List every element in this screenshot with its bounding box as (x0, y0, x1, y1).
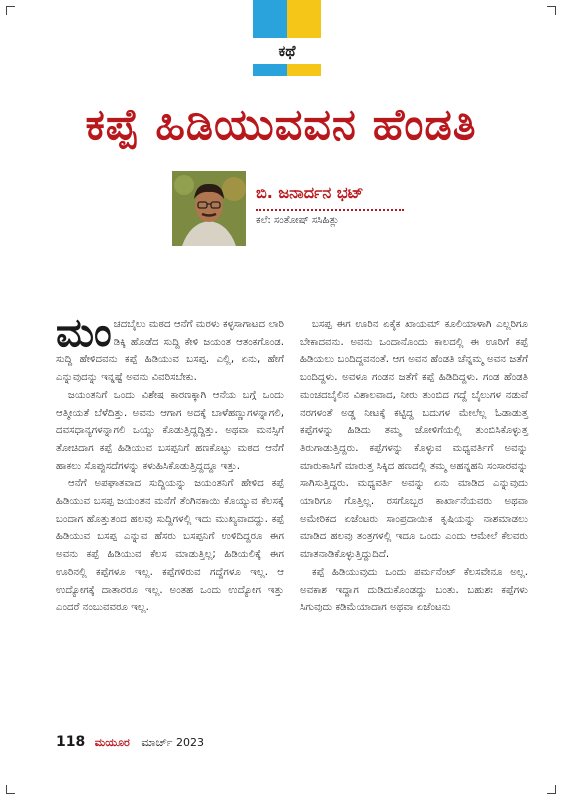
paragraph: ಕಪ್ಪೆ ಹಿಡಿಯುವುದು ಒಂದು ಪರ್ಮನೆಂಟ್ ಕೆಲಸವೇನೂ ಅಲ್ಲ. ಅವಕಾಶ ಇದ್ದಾಗ ದುಡಿದುಕೊಂಡದ್ದು ಬಂತು. ಬಹುಶಃ ಕಪ್ಪೆಗಳು ಸಿಗುವುದು ಕಡಿಮೆಯಾದಾಗ ಅಥವಾ ಏಜೆಂಟನು (300, 566, 528, 614)
section-badge (253, 0, 321, 76)
author-name: ಬಿ. ಜನಾರ್ದನ ಭಟ್ (256, 183, 364, 202)
paragraph: ಜಯಂತನಿಗೆ ಒಂದು ವಿಶೇಷ ಕಾರಣಕ್ಕಾಗಿ ಆನೆಯ ಬಗ್ಗೆ ಒಂದು ಆತ್ಮೀಯತೆ ಬೆಳೆದಿತ್ತು. ಅವನು ಆಗಾಗ ಅದಕ್ಕೆ ಬಾಳೆಹಣ್ಣುಗಳನ್ನಾಗಲಿ, ದವಸಧಾನ್ಯಗಳನ್ನಾಗಲಿ ಒಯ್ದು ಕೊಡುತ್ತಿದ್ದದ್ದಿತ್ತು. ಅಥವಾ ಮನಸ್ಸಿಗೆ ತೋಚಿದಾಗ ಕಪ್ಪೆ ಹಿಡಿಯುವ ಬಸಪ್ಪನಿಗೆ ಹಣಕೊಟ್ಟು ಮಠದ ಆನೆಗೆ ಹಾಕಲು ಸೊಪ್ಪುಸದೆಗಳನ್ನು ಕಳುಹಿಸಿಕೊಡುತ್ತಿದ್ದದ್ದೂ ಇತ್ತು. (56, 389, 284, 472)
paragraph (56, 310, 284, 387)
badge-blue-band (253, 64, 287, 76)
author-photo (172, 171, 246, 246)
section-label: ಕಥೆ (278, 42, 296, 60)
crop-mark (6, 6, 15, 15)
article-column-2 (300, 316, 528, 617)
page-footer (56, 734, 204, 750)
badge-yellow-block (287, 0, 321, 38)
badge-yellow-band (287, 64, 321, 76)
issue-date: ಮಾರ್ಚ್ 2023 (141, 736, 204, 749)
badge-blue-block (253, 0, 287, 38)
drop-cap: ಮಂ (56, 310, 112, 356)
paragraph-text: ಚದಬೈಲು ಮಠದ ಆನೆಗೆ ಮರಳು ಕಳ್ಳಸಾಗಾಟದ ಲಾರಿ ಡಿಕ್ಕಿ ಹೊಡೆದ ಸುದ್ದಿ ಕೇಳಿ ಜಯಂತ ಆತಂಕಗೊಂಡ. ಸುದ್ದಿ ಹೇಳಿದವನು ಕಪ್ಪೆ ಹಿಡಿಯುವ ಬಸಪ್ಪ. ಎಲ್ಲಿ, ಏನು, ಹೇಗೆ ಎನ್ನುವುದನ್ನು ಇನ್ನಷ್ಟೆ ಅವನು ವಿವರಿಸಬೇಕು. (56, 319, 284, 384)
author-divider (256, 209, 404, 211)
story-title: ಕಪ್ಪೆ ಹಿಡಿಯುವವನ ಹೆಂಡತಿ (85, 100, 477, 150)
magazine-name: ಮಯೂರ (94, 736, 130, 749)
page-number: 118 (56, 734, 86, 750)
artist-credit: ಕಲೆ: ಸಂತೋಷ್ ಸಸಿಹಿತ್ಲು (256, 215, 340, 226)
paragraph: ಬಸಪ್ಪ ಈಗ ಊರಿನ ಏಕೈಕ ಖಾಯಮ್ ಕೂಲಿಯಾಳಾಗಿ ಎಲ್ಲರಿಗೂ ಬೇಕಾದವನು. ಅವನು ಒಂದಾನೊಂದು ಕಾಲದಲ್ಲಿ ಈ ಊರಿಗೆ ಕಪ್ಪೆ ಹಿಡಿಯಲು ಬಂದಿದ್ದವನಂತೆ. ಆಗ ಅವನ ಹೆಂಡತಿ ಚೆನ್ನಮ್ಮ ಅವನ ಜತೆಗೆ ಬಂದಿದ್ದಳು. ಅವಳೂ ಗಂಡನ ಜತೆಗೆ ಕಪ್ಪೆ ಹಿಡಿದಿದ್ದಳು. ಗಂಡ ಹೆಂಡತಿ ಮಂಚದಬೈಲಿನ ವಿಶಾಲವಾದ, ನೀರು ತುಂಬಿದ ಗದ್ದೆ ಬೈಲುಗಳ ನಡುವೆ ನರಗಳಂತೆ ಅಡ್ಡ ನೀಟಕ್ಕೆ ಕಟ್ಟಿದ್ದ ಬದುಗಳ ಮೇಲೆಲ್ಲ ಓಡಾಡುತ್ತ ಕಪ್ಪೆಗಳನ್ನು ಹಿಡಿದು ತಮ್ಮ ಜೋಳಿಗೆಯಲ್ಲಿ ತುಂಬಿಸಿಕೊಳ್ಳುತ್ತ ತಿರುಗಾಡುತ್ತಿದ್ದರು. ಕಪ್ಪೆಗಳನ್ನು ಕೊಳ್ಳುವ ಮಧ್ಯವರ್ತಿಗೆ ಅವನ್ನು ಮಾರುಕಾಸಿಗೆ ಮಾರುತ್ತ ಸಿಕ್ಕಿದ ಹಣದಲ್ಲಿ ತಮ್ಮ ಅಹನ್ನಹನಿ ಸಂಸಾರವನ್ನು ಸಾಗಿಸುತ್ತಿದ್ದರು. ಮಧ್ಯವರ್ತಿ ಅವನ್ನು ಏನು ಮಾಡಿದ ಎನ್ನುವುದು ಯಾರಿಗೂ ಗೊತ್ತಿಲ್ಲ. ರಸಗೊಬ್ಬರ ಕಾರ್ಖಾನೆಯವರು ಅಥವಾ ಅಮೇರಿಕದ ಏಜೆಂಟರು ಸಾಂಪ್ರದಾಯಿಕ ಕೃಷಿಯನ್ನು ನಾಶಮಾಡಲು ಮಾಡಿದ ಹಲವು ತಂತ್ರಗಳಲ್ಲಿ ಇದೂ ಒಂದು ಎಂದು ಆಮೇಲೆ ಕೆಲವರು ಮಾತನಾಡಿಕೊಳ್ಳುತ್ತಿದ್ದುದಿದೆ. (300, 319, 528, 561)
crop-mark (6, 785, 15, 794)
author-photo-image (172, 171, 246, 246)
crop-mark (547, 785, 556, 794)
crop-mark (547, 6, 556, 15)
paragraph: ಆನೆಗೆ ಅಪಘಾತವಾದ ಸುದ್ದಿಯನ್ನು ಜಯಂತನಿಗೆ ಹೇಳಿದ ಕಪ್ಪೆ ಹಿಡಿಯುವ ಬಸಪ್ಪ ಜಯಂತನ ಮನೆಗೆ ತೆಂಗಿನಕಾಯಿ ಕೊಯ್ಯುವ ಕೆಲಸಕ್ಕೆ ಬಂದಾಗ ಹೊತ್ತುತಂದ ಹಲವು ಸುದ್ದಿಗಳಲ್ಲಿ ಇದು ಮುಖ್ಯವಾದದ್ದು. ಕಪ್ಪೆ ಹಿಡಿಯುವ ಬಸಪ್ಪ ಎನ್ನುವ ಹೆಸರು ಬಸಪ್ಪನಿಗೆ ಉಳಿದಿದ್ದರೂ ಈಗ ಅವನು ಕಪ್ಪೆ ಹಿಡಿಯುವ ಕೆಲಸ ಮಾಡುತ್ತಿಲ್ಲ; ಹಿಡಿಯಲಿಕ್ಕೆ ಈಗ ಊರಿನಲ್ಲಿ ಕಪ್ಪೆಗಳೂ ಇಲ್ಲ. ಕಪ್ಪೆಗಳಿರುವ ಗದ್ದೆಗಳೂ ಇಲ್ಲ. ಆ ಉದ್ಯೋಗಕ್ಕೆ ದಾತಾರರೂ ಇಲ್ಲ. ಅಂತಹ ಒಂದು ಉದ್ಯೋಗ ಇತ್ತು ಎಂದರೆ ನಂಬುವವರೂ ಇಲ್ಲ. (56, 478, 284, 614)
article-column-1 (56, 310, 284, 617)
